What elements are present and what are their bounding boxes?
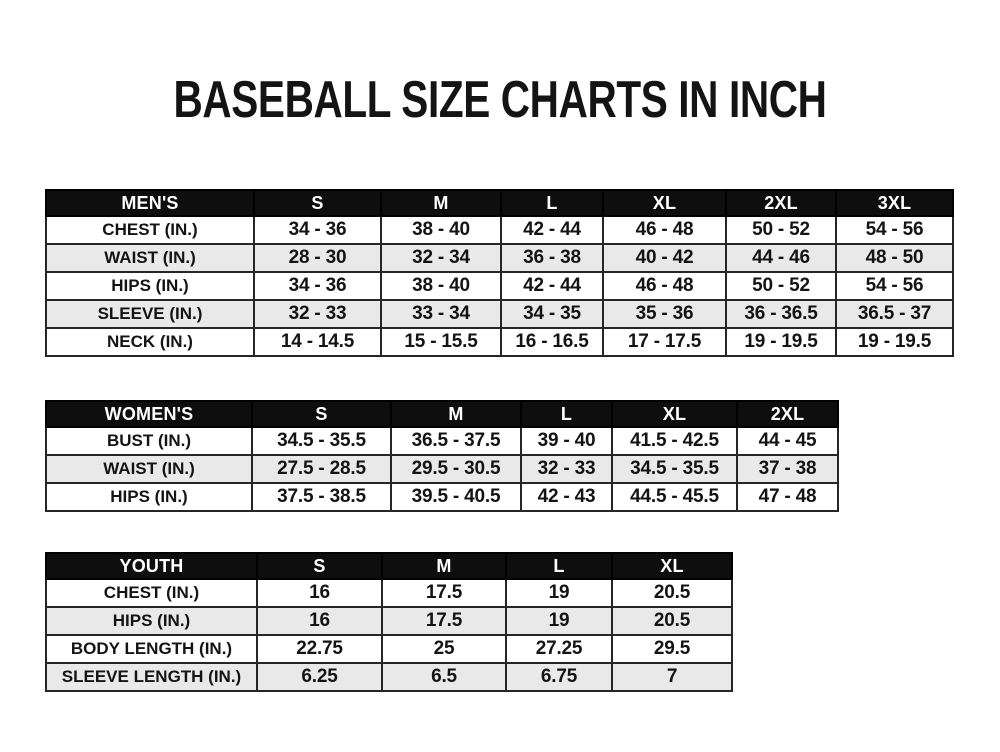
youth-size-value-cell: 16 [257, 579, 382, 607]
youth-size-value-cell: 27.25 [506, 635, 612, 663]
youth-size-value-cell: 16 [257, 607, 382, 635]
mens-size-value-cell: 50 - 52 [726, 216, 836, 244]
mens-size-value-cell: 54 - 56 [836, 272, 953, 300]
mens-size-value-cell: 34 - 36 [254, 216, 381, 244]
mens-size-value-cell: 15 - 15.5 [381, 328, 501, 356]
mens-size-column-header: XL [603, 190, 726, 216]
womens-measurement-label: HIPS (IN.) [46, 483, 252, 511]
mens-size-column-header: L [501, 190, 603, 216]
mens-size-value-cell: 36.5 - 37 [836, 300, 953, 328]
womens-table-row [46, 483, 838, 511]
mens-measurement-label: CHEST (IN.) [46, 216, 254, 244]
page-title: BASEBALL SIZE CHARTS IN INCH [173, 71, 827, 129]
mens-size-value-cell: 36 - 38 [501, 244, 603, 272]
mens-size-value-cell: 46 - 48 [603, 272, 726, 300]
womens-table-row [46, 455, 838, 483]
youth-size-column-header: L [506, 553, 612, 579]
mens-size-column-header: 2XL [726, 190, 836, 216]
womens-header-row [46, 401, 838, 427]
youth-size-value-cell: 25 [382, 635, 506, 663]
mens-table-row [46, 272, 953, 300]
youth-size-value-cell: 22.75 [257, 635, 382, 663]
womens-measurement-label: WAIST (IN.) [46, 455, 252, 483]
mens-table-row [46, 216, 953, 244]
mens-size-value-cell: 35 - 36 [603, 300, 726, 328]
mens-size-value-cell: 48 - 50 [836, 244, 953, 272]
mens-measurement-label: NECK (IN.) [46, 328, 254, 356]
mens-measurement-label: SLEEVE (IN.) [46, 300, 254, 328]
mens-size-value-cell: 54 - 56 [836, 216, 953, 244]
youth-size-value-cell: 17.5 [382, 579, 506, 607]
youth-size-column-header: S [257, 553, 382, 579]
mens-table [45, 189, 954, 357]
youth-size-value-cell: 20.5 [612, 607, 732, 635]
womens-size-value-cell: 37.5 - 38.5 [252, 483, 391, 511]
mens-table-row [46, 328, 953, 356]
youth-size-value-cell: 29.5 [612, 635, 732, 663]
womens-size-value-cell: 39 - 40 [521, 427, 612, 455]
youth-size-value-cell: 19 [506, 579, 612, 607]
womens-size-value-cell: 41.5 - 42.5 [612, 427, 737, 455]
womens-measurement-label: BUST (IN.) [46, 427, 252, 455]
mens-table-row [46, 244, 953, 272]
mens-size-column-header: M [381, 190, 501, 216]
youth-size-column-header: XL [612, 553, 732, 579]
womens-size-chart [45, 400, 839, 512]
mens-size-column-header: 3XL [836, 190, 953, 216]
mens-size-value-cell: 32 - 33 [254, 300, 381, 328]
youth-size-value-cell: 17.5 [382, 607, 506, 635]
youth-size-value-cell: 7 [612, 663, 732, 691]
womens-size-value-cell: 27.5 - 28.5 [252, 455, 391, 483]
youth-size-chart [45, 552, 733, 692]
mens-size-value-cell: 42 - 44 [501, 216, 603, 244]
mens-size-value-cell: 36 - 36.5 [726, 300, 836, 328]
womens-size-column-header: M [391, 401, 521, 427]
mens-size-value-cell: 34 - 35 [501, 300, 603, 328]
mens-size-value-cell: 34 - 36 [254, 272, 381, 300]
youth-table-row [46, 607, 732, 635]
youth-table-row [46, 579, 732, 607]
mens-size-value-cell: 50 - 52 [726, 272, 836, 300]
mens-size-chart [45, 189, 954, 357]
youth-size-value-cell: 19 [506, 607, 612, 635]
mens-size-value-cell: 14 - 14.5 [254, 328, 381, 356]
youth-table [45, 552, 733, 692]
youth-measurement-label: SLEEVE LENGTH (IN.) [46, 663, 257, 691]
youth-header-row [46, 553, 732, 579]
youth-size-value-cell: 6.25 [257, 663, 382, 691]
womens-size-value-cell: 37 - 38 [737, 455, 838, 483]
mens-size-value-cell: 19 - 19.5 [726, 328, 836, 356]
mens-table-title: MEN'S [46, 190, 254, 216]
youth-measurement-label: CHEST (IN.) [46, 579, 257, 607]
mens-measurement-label: WAIST (IN.) [46, 244, 254, 272]
youth-size-value-cell: 6.75 [506, 663, 612, 691]
mens-size-column-header: S [254, 190, 381, 216]
mens-size-value-cell: 42 - 44 [501, 272, 603, 300]
youth-measurement-label: HIPS (IN.) [46, 607, 257, 635]
womens-size-column-header: XL [612, 401, 737, 427]
mens-size-value-cell: 38 - 40 [381, 216, 501, 244]
womens-size-value-cell: 34.5 - 35.5 [252, 427, 391, 455]
mens-size-value-cell: 38 - 40 [381, 272, 501, 300]
womens-size-value-cell: 42 - 43 [521, 483, 612, 511]
mens-size-value-cell: 16 - 16.5 [501, 328, 603, 356]
womens-size-value-cell: 44 - 45 [737, 427, 838, 455]
womens-size-column-header: S [252, 401, 391, 427]
womens-size-value-cell: 32 - 33 [521, 455, 612, 483]
mens-table-row [46, 300, 953, 328]
mens-measurement-label: HIPS (IN.) [46, 272, 254, 300]
womens-size-value-cell: 36.5 - 37.5 [391, 427, 521, 455]
womens-table [45, 400, 839, 512]
youth-table-row [46, 663, 732, 691]
youth-measurement-label: BODY LENGTH (IN.) [46, 635, 257, 663]
youth-table-row [46, 635, 732, 663]
mens-size-value-cell: 46 - 48 [603, 216, 726, 244]
mens-size-value-cell: 44 - 46 [726, 244, 836, 272]
mens-size-value-cell: 40 - 42 [603, 244, 726, 272]
womens-size-column-header: L [521, 401, 612, 427]
mens-size-value-cell: 19 - 19.5 [836, 328, 953, 356]
youth-size-value-cell: 20.5 [612, 579, 732, 607]
womens-size-value-cell: 47 - 48 [737, 483, 838, 511]
youth-size-value-cell: 6.5 [382, 663, 506, 691]
womens-size-value-cell: 39.5 - 40.5 [391, 483, 521, 511]
mens-size-value-cell: 28 - 30 [254, 244, 381, 272]
mens-size-value-cell: 33 - 34 [381, 300, 501, 328]
youth-size-column-header: M [382, 553, 506, 579]
mens-header-row [46, 190, 953, 216]
womens-size-value-cell: 34.5 - 35.5 [612, 455, 737, 483]
womens-table-row [46, 427, 838, 455]
mens-size-value-cell: 32 - 34 [381, 244, 501, 272]
womens-table-title: WOMEN'S [46, 401, 252, 427]
womens-size-value-cell: 44.5 - 45.5 [612, 483, 737, 511]
mens-size-value-cell: 17 - 17.5 [603, 328, 726, 356]
womens-size-column-header: 2XL [737, 401, 838, 427]
youth-table-title: YOUTH [46, 553, 257, 579]
womens-size-value-cell: 29.5 - 30.5 [391, 455, 521, 483]
